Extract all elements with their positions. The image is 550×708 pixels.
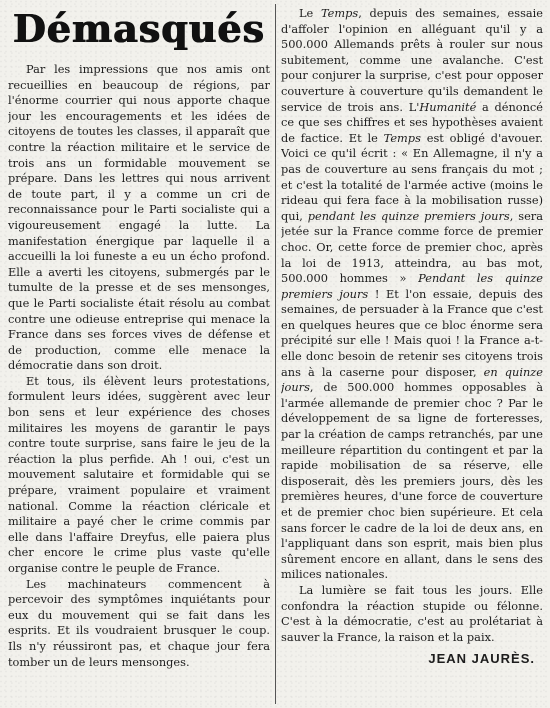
emphasis: pendant les quinze premiers jours — [307, 208, 510, 223]
newspaper-name: Humanité — [419, 99, 477, 114]
paragraph — [281, 6, 543, 583]
signature: JEAN JAURÈS. — [428, 651, 535, 667]
emphasis: en quinze jours — [281, 364, 543, 395]
paragraph: Les machinateurs commencent à percevoir des symptômes inquiétants pour eux du mouvement qui se fait dans les esprits. Et ils voudraient brusquer le coup. Ils n'y réussiront pas, et chaque jour fera tomber un de leurs mensonges. — [8, 576, 270, 669]
text-run: a dénoncé ce que ses chiffres et ses hypothèses avaient de factice. Et le — [281, 99, 543, 145]
text-run: , sera jetée sur la France comme force de premier choc. Or, cette force de premier choc, après la loi de 1913, atteindra, au bas mot, 500.000 hommes » — [281, 208, 543, 286]
text-run: , depuis des semaines, essaie d'affoler l'opinion en alléguant qu'il y a 500.000 Allemands prêts à rouler sur nous subitement, comme une avalanche. C'est pour conjurer la surprise, c'est pour opposer couverture à couverture qu'ils demandent le service de trois ans. L' — [281, 6, 543, 114]
text-run: , de 500.000 hommes opposables à l'armée allemande de premier choc ? Par le développement de sa ligne de forteresses, par la création de camps retranchés, par une meilleure répartition du contingent et par la rapide mobilisation de sa réserve, elle disposerait, dès les premiers jours, dès les premières heures, d'une force de couverture et de premier choc bien supérieure. Et cela sans forcer le cadre de la loi de deux ans, en l'appliquant dans son esprit, mais bien plus sûrement encore en allant, dans le sens des milices nationales. — [281, 380, 543, 582]
text-run: est obligé d'avouer. Voici ce qu'il écrit : « En Allemagne, il n'y a pas de couverture au sens français du mot ; et c'est la totalité de l'armée active (moins le rideau qui fera face à la mobilisation russe) qui, — [281, 130, 543, 223]
text-run: Le — [299, 6, 321, 20]
right-column — [281, 6, 543, 702]
column-divider — [275, 4, 276, 704]
newspaper-name: Temps — [383, 130, 421, 145]
paragraph: La lumière se fait tous les jours. Elle confondra la réaction stupide ou félonne. C'est à la démocratie, c'est au prolétariat à sauver la France, la raison et la paix. — [281, 582, 543, 644]
left-column — [8, 6, 270, 702]
paragraph: Et tous, ils élèvent leurs protestations, formulent leurs idées, suggèrent avec leur bon sens et leur expérience des choses militaires les moyens de garantir le pays contre toute surprise, sans faire le jeu de la réaction la plus perfide. Ah ! oui, c'est un mouvement salutaire et formidable qui se prépare, vraiment populaire et vraiment national. Comme la réaction cléricale et militaire a payé cher le crime commis par elle dans l'affaire Dreyfus, elle paiera plus cher encore le crime plus vaste qu'elle organise contre le peuple de France. — [8, 373, 270, 575]
newspaper-name: Temps — [320, 6, 359, 20]
paragraph: Par les impressions que nos amis ont recueillies en beaucoup de régions, par l'énorme courrier qui nous apporte chaque jour les encouragements et les idées de citoyens de toutes les classes, il apparaît que contre la réaction militaire et le service de trois ans un formidable mouvement se prépare. Dans les lettres qui nous arrivent de toute part, il y a comme un cri de reconnaissance pour le Parti socialiste qui a vigoureusement engagé la lutte. La manifestation énergique par laquelle il a accueilli la loi funeste a eu un écho profond. Elle a averti les citoyens, submergés par le tumulte de la presse et de ses mensonges, que le Parti socialiste était résolu au combat contre une odieuse entreprise qui menace la France dans ses forces vives de défense et de production, comme elle menace la démocratie dans son droit. — [8, 62, 270, 373]
emphasis: Pendant les quinze premiers jours — [281, 271, 543, 301]
text-run: ! Et l'on essaie, depuis des semaines, de persuader à la France que c'est en quelques heures que ce bloc énorme sera précipité sur elle ! Mais quoi ! la France a-t-elle donc besoin de retenir ses citoyens trois ans à la caserne pour disposer, — [281, 286, 543, 379]
article-title: Démasqués — [12, 6, 266, 51]
